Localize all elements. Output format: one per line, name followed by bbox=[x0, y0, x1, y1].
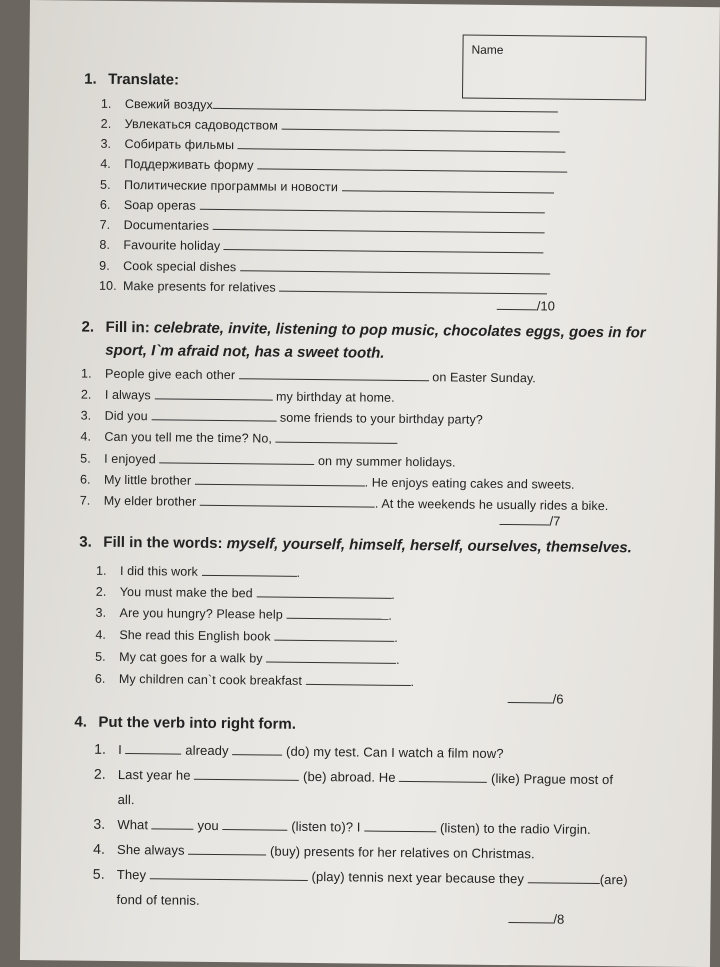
s2-item-2: 2. I always my birthday at home. bbox=[80, 387, 395, 405]
s4-item-4: 4. She always (buy) presents for her relatives on Christmas. bbox=[93, 840, 535, 862]
s1-item-2: 2. Увлекаться садоводством bbox=[101, 116, 560, 136]
s3-item-6: 6. My children can`t cook breakfast . bbox=[94, 671, 415, 690]
s4-score: /8 bbox=[508, 911, 564, 927]
s2-item-5: 5. I enjoyed on my summer holidays. bbox=[80, 451, 456, 470]
s3-item-5: 5. My cat goes for a walk by . bbox=[95, 649, 400, 667]
s4-item-1: 1. I already (do) my test. Can I watch a film now? bbox=[94, 740, 504, 762]
s4-item-5-cont: fond of tennis. bbox=[116, 891, 200, 908]
s1-item-7: 7. Documentaries bbox=[100, 217, 545, 237]
name-label: Name bbox=[471, 42, 504, 57]
s2-item-1: 1. People give each other on Easter Sunday. bbox=[81, 366, 536, 386]
s2-item-4: 4. Can you tell me the time? No, bbox=[80, 429, 397, 447]
s3-score: /6 bbox=[508, 691, 564, 707]
s1-item-3: 3. Собирать фильмы bbox=[100, 136, 565, 156]
s1-item-1: 1. Свежий воздух bbox=[101, 96, 558, 116]
s1-score: /10 bbox=[497, 298, 555, 314]
s2-item-3: 3. Did you some friends to your birthday party? bbox=[80, 408, 483, 427]
s2-score: /7 bbox=[499, 513, 560, 529]
s1-item-8: 8. Favourite holiday bbox=[99, 237, 544, 257]
section2-title: 2. Fill in: celebrate, invite, listening to pop music, chocolates eggs, goes in for sport, I`m afraid not, has a sweet tooth. bbox=[81, 318, 646, 362]
worksheet-page bbox=[20, 0, 720, 967]
s4-item-5: 5. They (play) tennis next year because they (are) bbox=[92, 865, 628, 888]
s1-item-9: 9. Cook special dishes bbox=[99, 258, 550, 278]
section1-title: 1. Translate: bbox=[84, 70, 180, 89]
s1-item-10: 10. Make presents for relatives bbox=[99, 278, 547, 298]
s4-item-3: 3. What you (listen to)? I (listen) to the radio Virgin. bbox=[93, 815, 591, 837]
s4-item-2-cont: all. bbox=[117, 791, 135, 808]
s2-item-6: 6. My little brother . He enjoys eating cakes and sweets. bbox=[79, 472, 575, 492]
s3-item-1: 1. I did this work . bbox=[95, 563, 301, 580]
s3-item-4: 4. She read this English book . bbox=[95, 627, 398, 645]
s3-item-3: 3. Are you hungry? Please help . bbox=[95, 605, 393, 623]
s1-item-5: 5. Политические программы и новости bbox=[100, 177, 554, 197]
section3-title: 3. Fill in the words: myself, yourself, himself, herself, ourselves, themselves. bbox=[79, 533, 632, 557]
s1-item-6: 6. Soap operas bbox=[100, 197, 545, 217]
s4-item-2: 2. Last year he (be) abroad. He (like) Prague most of bbox=[93, 765, 614, 788]
name-box bbox=[462, 35, 647, 101]
s3-item-2: 2. You must make the bed . bbox=[95, 584, 396, 602]
section4-title: 4. Put the verb into right form. bbox=[74, 713, 297, 733]
s2-item-7: 7. My elder brother . At the weekends he usually rides a bike. bbox=[79, 493, 609, 514]
s1-item-4: 4. Поддерживать форму bbox=[100, 156, 567, 176]
